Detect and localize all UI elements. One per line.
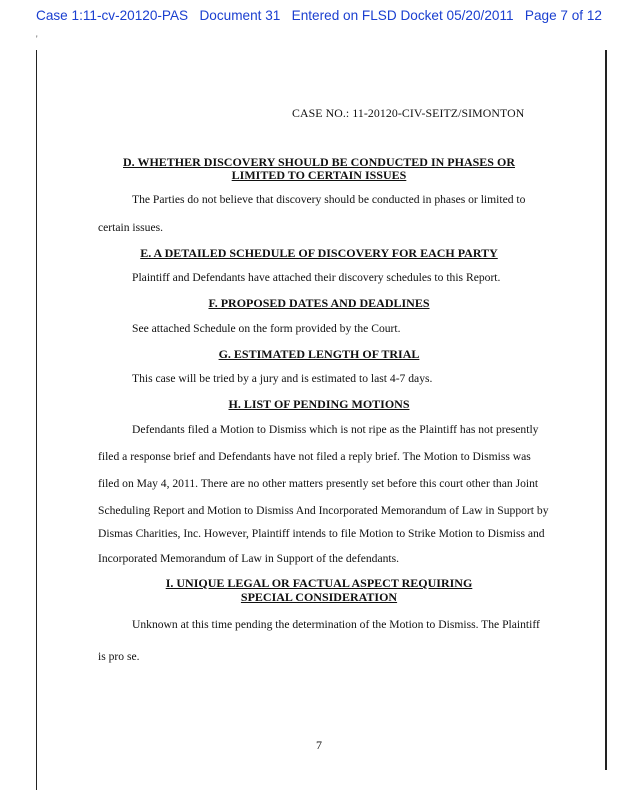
section-g-line-1: This case will be tried by a jury and is estimated to last 4-7 days. [132, 372, 433, 385]
section-i-line-2: is pro se. [98, 650, 140, 663]
section-h-line-2: filed a response brief and Defendants have not filed a reply brief. The Motion to Dismiss was [98, 450, 531, 463]
section-d-heading-line1: D. WHETHER DISCOVERY SHOULD BE CONDUCTED IN PHASES OR [123, 155, 515, 169]
page-number: 7 [316, 738, 322, 752]
section-f-heading: F. PROPOSED DATES AND DEADLINES [208, 296, 430, 310]
section-h-line-1: Defendants filed a Motion to Dismiss which is not ripe as the Plaintiff has not presently [132, 423, 539, 436]
section-g-heading: G. ESTIMATED LENGTH OF TRIAL [218, 347, 420, 361]
section-h-line-3: filed on May 4, 2011. There are no other matters presently set before this court other than Joint [98, 477, 539, 490]
case-number: CASE NO.: 11-20120-CIV-SEITZ/SIMONTON [292, 106, 525, 120]
docket-stamp: Case 1:11-cv-20120-PAS Document 31 Entered on FLSD Docket 05/20/2011 Page 7 of 12 [36, 8, 602, 23]
section-h-line-4: Scheduling Report and Motion to Dismiss And Incorporated Memorandum of Law in Support by [98, 504, 549, 517]
section-d-line-2: certain issues. [98, 221, 164, 234]
section-e-line-1: Plaintiff and Defendants have attached their discovery schedules to this Report. [132, 271, 501, 284]
section-h-heading: H. LIST OF PENDING MOTIONS [228, 397, 410, 411]
section-f-line-1: See attached Schedule on the form provided by the Court. [132, 322, 401, 335]
section-h-line-5: Dismas Charities, Inc. However, Plaintiff intends to file Motion to Strike Motion to Dismiss and [98, 527, 545, 540]
section-e-heading: E. A DETAILED SCHEDULE OF DISCOVERY FOR EACH PARTY [140, 246, 498, 260]
section-i-heading-line2: SPECIAL CONSIDERATION [240, 590, 398, 604]
section-i-line-1: Unknown at this time pending the determination of the Motion to Dismiss. The Plaintiff [132, 618, 540, 631]
section-h-line-6: Incorporated Memorandum of Law in Support of the defendants. [98, 552, 400, 565]
scan-speck: ' [36, 34, 38, 44]
section-i-heading-line1: I. UNIQUE LEGAL OR FACTUAL ASPECT REQUIRING [165, 576, 473, 590]
section-d-line-1: The Parties do not believe that discovery should be conducted in phases or limited to [132, 193, 526, 206]
section-d-heading-line2: LIMITED TO CERTAIN ISSUES [231, 168, 407, 182]
